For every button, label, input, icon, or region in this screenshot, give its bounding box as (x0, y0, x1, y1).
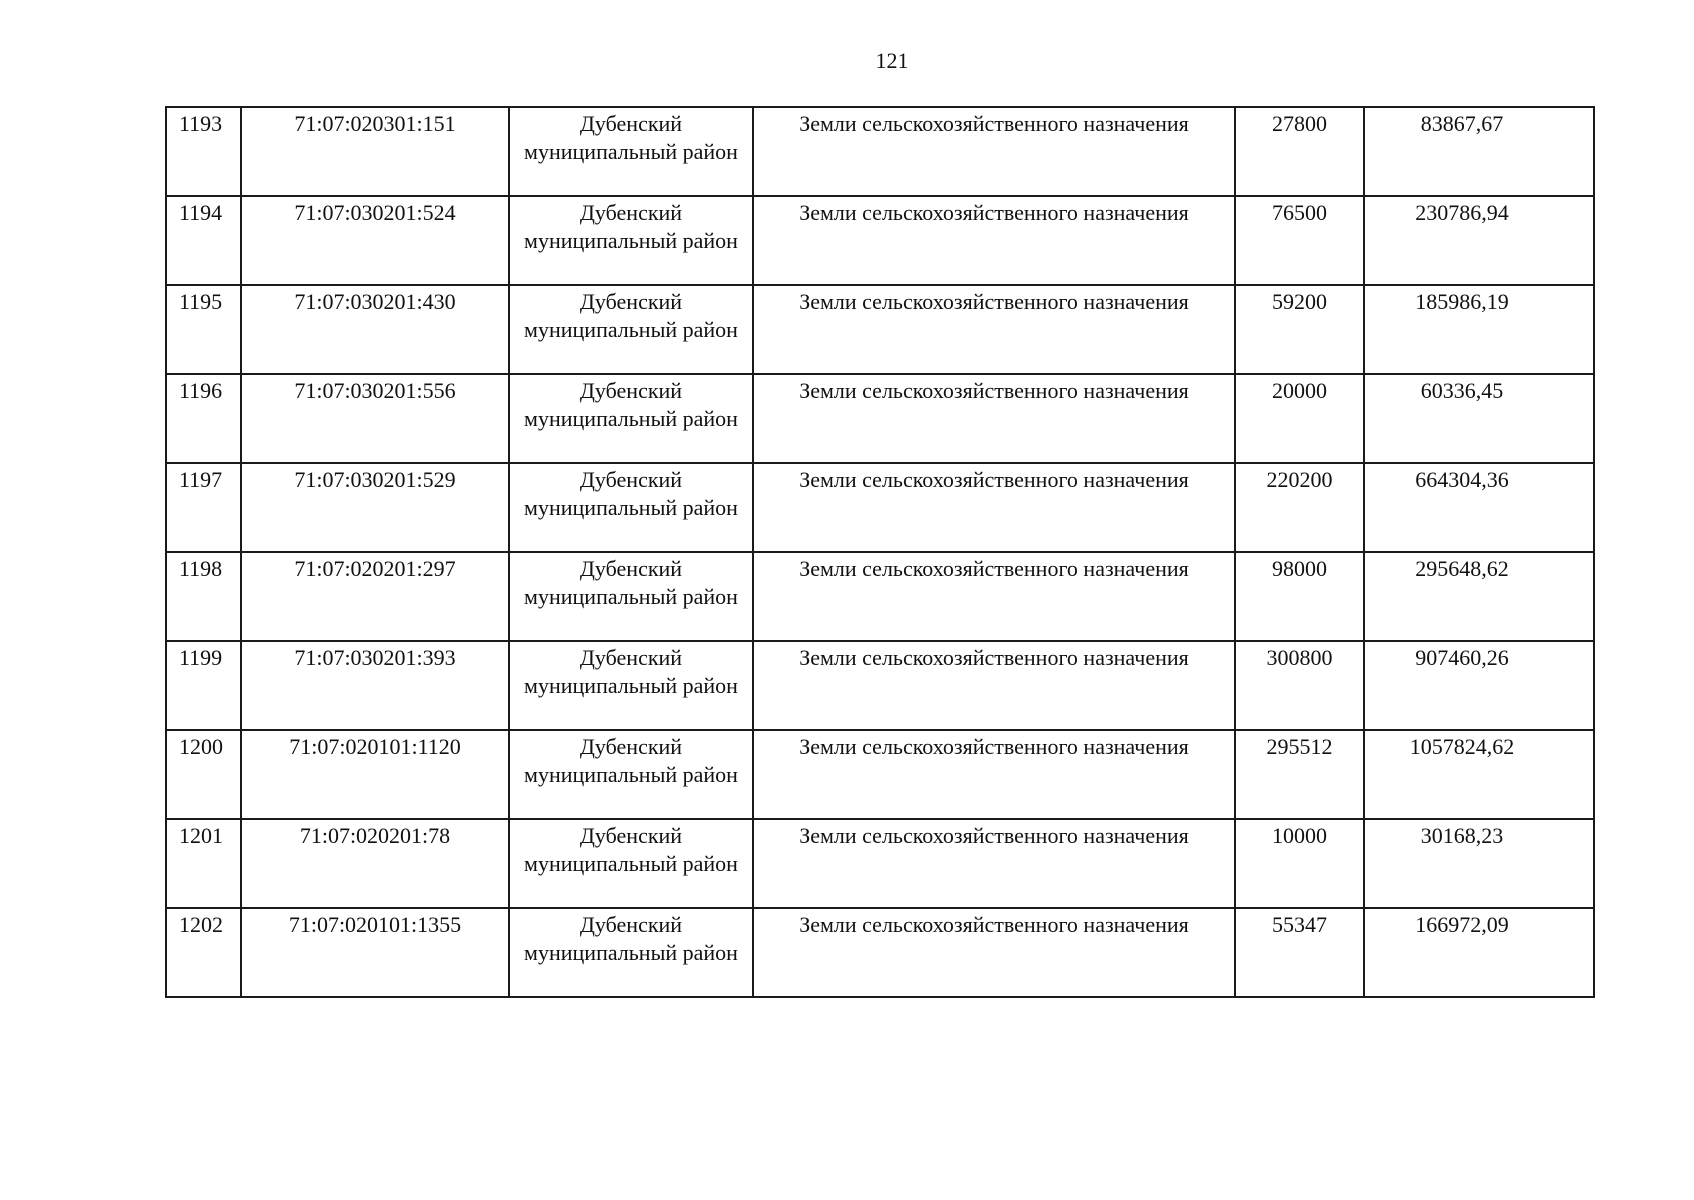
cadastral-number: 71:07:020301:151 (241, 107, 509, 196)
row-number: 1201 (166, 819, 241, 908)
cadastral-value: 230786,94 (1364, 196, 1594, 285)
district: Дубенский муниципальный район (509, 908, 753, 997)
table-row (166, 374, 1594, 463)
cadastral-value: 1057824,62 (1364, 730, 1594, 819)
page-number: 121 (875, 48, 909, 73)
district: Дубенский муниципальный район (509, 374, 753, 463)
district: Дубенский муниципальный район (509, 196, 753, 285)
cadastral-value: 83867,67 (1364, 107, 1594, 196)
cadastral-number: 71:07:030201:556 (241, 374, 509, 463)
area: 27800 (1235, 107, 1364, 196)
land-category: Земли сельскохозяйственного назначения (753, 641, 1235, 730)
district: Дубенский муниципальный район (509, 641, 753, 730)
land-category: Земли сельскохозяйственного назначения (753, 107, 1235, 196)
table-row (166, 730, 1594, 819)
area: 295512 (1235, 730, 1364, 819)
cadastral-number: 71:07:020201:78 (241, 819, 509, 908)
row-number: 1198 (166, 552, 241, 641)
land-category: Земли сельскохозяйственного назначения (753, 819, 1235, 908)
table-row (166, 908, 1594, 997)
district: Дубенский муниципальный район (509, 819, 753, 908)
cadastral-value: 30168,23 (1364, 819, 1594, 908)
district: Дубенский муниципальный район (509, 463, 753, 552)
row-number: 1197 (166, 463, 241, 552)
cadastral-number: 71:07:030201:393 (241, 641, 509, 730)
land-category: Земли сельскохозяйственного назначения (753, 908, 1235, 997)
land-category: Земли сельскохозяйственного назначения (753, 552, 1235, 641)
cadastral-value: 185986,19 (1364, 285, 1594, 374)
area: 55347 (1235, 908, 1364, 997)
district: Дубенский муниципальный район (509, 730, 753, 819)
land-category: Земли сельскохозяйственного назначения (753, 463, 1235, 552)
row-number: 1195 (166, 285, 241, 374)
table-row (166, 641, 1594, 730)
cadastral-value: 166972,09 (1364, 908, 1594, 997)
area: 300800 (1235, 641, 1364, 730)
table-row (166, 285, 1594, 374)
cadastral-number: 71:07:030201:524 (241, 196, 509, 285)
table-row (166, 819, 1594, 908)
table-row (166, 196, 1594, 285)
row-number: 1193 (166, 107, 241, 196)
cadastral-value: 60336,45 (1364, 374, 1594, 463)
cadastral-value: 907460,26 (1364, 641, 1594, 730)
cadastral-number: 71:07:020201:297 (241, 552, 509, 641)
table-row (166, 463, 1594, 552)
district: Дубенский муниципальный район (509, 285, 753, 374)
cadastral-value: 664304,36 (1364, 463, 1594, 552)
table-row (166, 107, 1594, 196)
cadastral-number: 71:07:020101:1120 (241, 730, 509, 819)
land-plots-table (165, 106, 1595, 998)
cadastral-value: 295648,62 (1364, 552, 1594, 641)
district: Дубенский муниципальный район (509, 552, 753, 641)
area: 98000 (1235, 552, 1364, 641)
cadastral-number: 71:07:030201:430 (241, 285, 509, 374)
district: Дубенский муниципальный район (509, 107, 753, 196)
land-category: Земли сельскохозяйственного назначения (753, 374, 1235, 463)
land-category: Земли сельскохозяйственного назначения (753, 730, 1235, 819)
area: 220200 (1235, 463, 1364, 552)
row-number: 1196 (166, 374, 241, 463)
area: 10000 (1235, 819, 1364, 908)
land-category: Земли сельскохозяйственного назначения (753, 196, 1235, 285)
row-number: 1194 (166, 196, 241, 285)
cadastral-number: 71:07:020101:1355 (241, 908, 509, 997)
row-number: 1200 (166, 730, 241, 819)
area: 20000 (1235, 374, 1364, 463)
row-number: 1202 (166, 908, 241, 997)
area: 76500 (1235, 196, 1364, 285)
area: 59200 (1235, 285, 1364, 374)
land-category: Земли сельскохозяйственного назначения (753, 285, 1235, 374)
row-number: 1199 (166, 641, 241, 730)
table-row (166, 552, 1594, 641)
cadastral-number: 71:07:030201:529 (241, 463, 509, 552)
